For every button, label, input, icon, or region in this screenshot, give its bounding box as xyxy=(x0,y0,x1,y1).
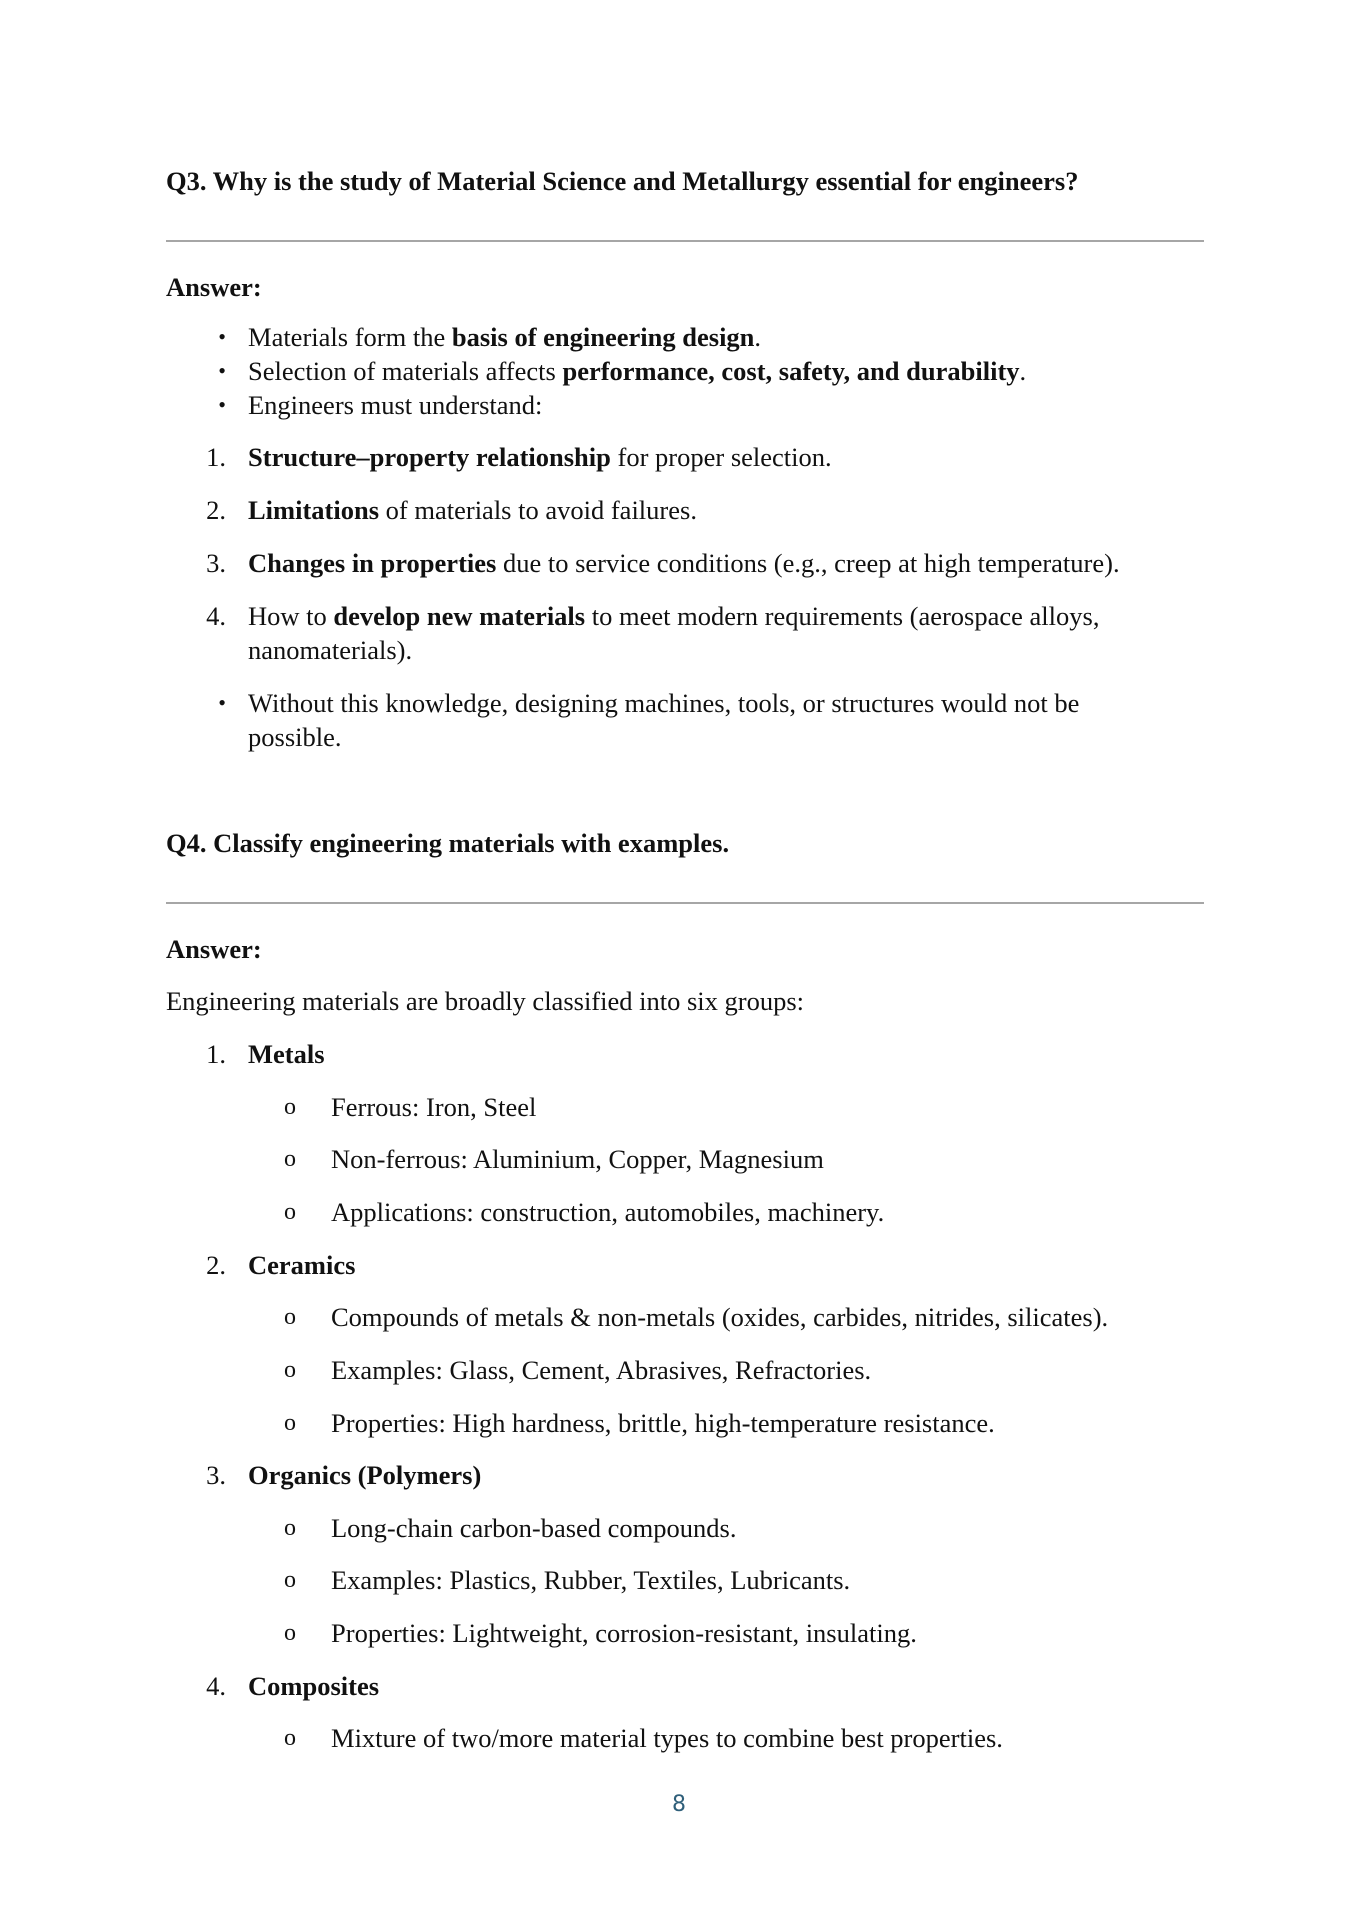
list-text: Limitations of materials to avoid failures. xyxy=(248,495,697,525)
list-number: 2. xyxy=(206,495,226,525)
sub-item-text: Examples: Glass, Cement, Abrasives, Refractories. xyxy=(331,1355,872,1385)
sub-marker: o xyxy=(284,1410,296,1436)
bullet-marker: • xyxy=(218,324,226,349)
bullet-text: Without this knowledge, designing machines, tools, or structures would not be possible. xyxy=(248,688,1080,752)
sub-item-text: Compounds of metals & non-metals (oxides, carbides, nitrides, silicates). xyxy=(331,1302,1109,1332)
q4-divider xyxy=(166,902,1204,904)
group-name: Metals xyxy=(248,1039,325,1069)
list-number: 3. xyxy=(206,548,226,578)
sub-item-text: Properties: High hardness, brittle, high-temperature resistance. xyxy=(331,1408,995,1438)
bullet-text: Materials form the basis of engineering design. xyxy=(248,322,762,352)
q3-divider xyxy=(166,240,1204,242)
sub-marker: o xyxy=(284,1357,296,1383)
page-number: 8 xyxy=(672,1792,686,1817)
sub-marker: o xyxy=(284,1199,296,1225)
group-name: Composites xyxy=(248,1671,380,1701)
sub-item-text: Long-chain carbon-based compounds. xyxy=(331,1513,737,1543)
list-number: 1. xyxy=(206,1039,226,1069)
q3-heading: Q3. Why is the study of Material Science and Metallurgy essential for engineers? xyxy=(166,166,1079,196)
bullet-marker: • xyxy=(218,392,226,417)
sub-item-text: Applications: construction, automobiles, machinery. xyxy=(331,1197,885,1227)
group-name: Ceramics xyxy=(248,1250,356,1280)
list-number: 1. xyxy=(206,442,226,472)
bullet-marker: • xyxy=(218,690,226,715)
bullet-marker: • xyxy=(218,358,226,383)
q4-heading: Q4. Classify engineering materials with examples. xyxy=(166,828,730,858)
sub-marker: o xyxy=(284,1515,296,1541)
sub-marker: o xyxy=(284,1146,296,1172)
q4-intro: Engineering materials are broadly classified into six groups: xyxy=(166,986,805,1016)
sub-marker: o xyxy=(284,1620,296,1646)
bullet-text: Selection of materials affects performance, cost, safety, and durability. xyxy=(248,356,1027,386)
list-number: 2. xyxy=(206,1250,226,1280)
list-text: Changes in properties due to service conditions (e.g., creep at high temperature). xyxy=(248,548,1120,578)
list-number: 3. xyxy=(206,1460,226,1490)
sub-marker: o xyxy=(284,1304,296,1330)
q3-answer-label: Answer: xyxy=(166,272,262,302)
q4-answer-label: Answer: xyxy=(166,934,262,964)
sub-item-text: Properties: Lightweight, corrosion-resistant, insulating. xyxy=(331,1618,917,1648)
list-number: 4. xyxy=(206,1671,226,1701)
list-text: Structure–property relationship for proper selection. xyxy=(248,442,832,472)
group-name: Organics (Polymers) xyxy=(248,1460,482,1490)
bullet-text: Engineers must understand: xyxy=(248,390,543,420)
list-text: How to develop new materials to meet modern requirements (aerospace alloys, nanomaterials). xyxy=(248,601,1100,665)
sub-item-text: Non-ferrous: Aluminium, Copper, Magnesium xyxy=(331,1144,824,1174)
list-number: 4. xyxy=(206,601,226,631)
sub-item-text: Mixture of two/more material types to combine best properties. xyxy=(331,1723,1003,1753)
sub-marker: o xyxy=(284,1567,296,1593)
sub-marker: o xyxy=(284,1094,296,1120)
sub-item-text: Ferrous: Iron, Steel xyxy=(331,1092,537,1122)
sub-item-text: Examples: Plastics, Rubber, Textiles, Lubricants. xyxy=(331,1565,851,1595)
sub-marker: o xyxy=(284,1725,296,1751)
